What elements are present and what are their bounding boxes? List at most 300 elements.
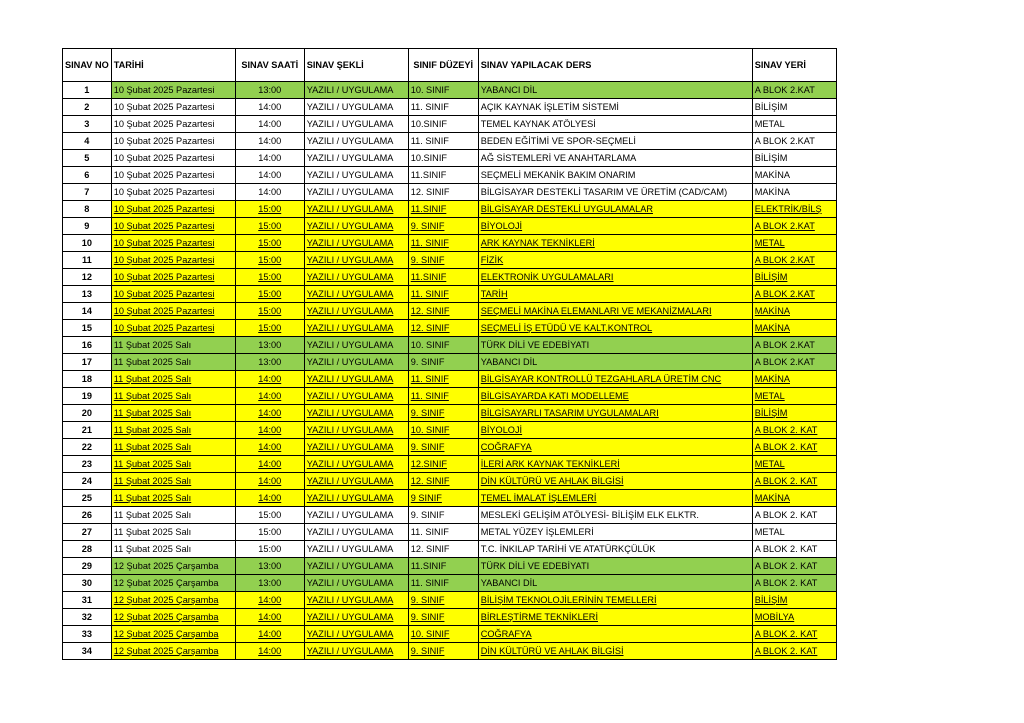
time-cell (235, 507, 304, 524)
class-level-cell-text: 11. SINIF (410, 526, 449, 537)
exam-no-cell (63, 524, 112, 541)
header-class-level: SINIF DÜZEYİ (408, 49, 478, 82)
table-row (63, 337, 837, 354)
date-cell (111, 269, 235, 286)
exam-type-cell-text: YAZILI / UYGULAMA (306, 237, 394, 248)
time-cell-text: 13:00 (258, 577, 282, 588)
date-cell-text: 10 Şubat 2025 Pazartesi (113, 135, 215, 146)
date-cell-text: 12 Şubat 2025 Çarşamba (113, 577, 219, 588)
time-cell (235, 575, 304, 592)
exam-place-cell-text: MAKİNA (754, 492, 790, 503)
exam-type-cell-text: YAZILI / UYGULAMA (306, 577, 394, 588)
class-level-cell (408, 320, 478, 337)
time-cell (235, 388, 304, 405)
course-cell (478, 609, 752, 626)
exam-no-cell-text: 31 (81, 594, 92, 605)
exam-place-cell-text: A BLOK 2. KAT (754, 628, 818, 639)
time-cell (235, 184, 304, 201)
date-cell (111, 235, 235, 252)
exam-place-cell-text: BİLİŞİM (754, 101, 788, 112)
exam-no-cell (63, 201, 112, 218)
date-cell (111, 286, 235, 303)
date-cell-text: 11 Şubat 2025 Salı (113, 441, 192, 452)
course-cell (478, 371, 752, 388)
exam-place-cell-text: BİLİŞİM (754, 407, 788, 418)
class-level-cell-text: 11.SINIF (410, 560, 447, 571)
time-cell-text: 14:00 (258, 135, 282, 146)
class-level-cell-text: 10. SINIF (410, 424, 450, 435)
time-cell (235, 116, 304, 133)
exam-type-cell-text: YAZILI / UYGULAMA (306, 424, 394, 435)
date-cell-text: 10 Şubat 2025 Pazartesi (113, 322, 215, 333)
course-cell (478, 643, 752, 660)
exam-no-cell-text: 8 (84, 203, 90, 214)
exam-no-cell (63, 371, 112, 388)
time-cell-text: 14:00 (258, 152, 282, 163)
exam-schedule-table (62, 48, 837, 660)
course-cell (478, 558, 752, 575)
date-cell-text: 11 Şubat 2025 Salı (113, 475, 192, 486)
course-cell-text: TEMEL KAYNAK ATÖLYESİ (480, 118, 596, 129)
table-row (63, 269, 837, 286)
exam-place-cell (752, 167, 836, 184)
exam-no-cell-text: 28 (81, 543, 92, 554)
header-row (63, 49, 837, 82)
time-cell-text: 14:00 (258, 186, 282, 197)
class-level-cell (408, 235, 478, 252)
table-row (63, 626, 837, 643)
exam-no-cell-text: 25 (81, 492, 92, 503)
date-cell-text: 12 Şubat 2025 Çarşamba (113, 628, 219, 639)
class-level-cell (408, 558, 478, 575)
course-cell (478, 184, 752, 201)
exam-place-cell (752, 303, 836, 320)
class-level-cell-text: 12. SINIF (410, 186, 450, 197)
exam-no-cell-text: 27 (81, 526, 92, 537)
course-cell-text: AÇIK KAYNAK İŞLETİM SİSTEMİ (480, 101, 619, 112)
class-level-cell-text: 11. SINIF (410, 135, 449, 146)
time-cell (235, 558, 304, 575)
table-row (63, 201, 837, 218)
time-cell-text: 14:00 (258, 407, 282, 418)
exam-place-cell-text: MAKİNA (754, 305, 790, 316)
exam-place-cell-text: A BLOK 2. KAT (754, 475, 818, 486)
time-cell-text: 14:00 (258, 628, 282, 639)
course-cell-text: ARK KAYNAK TEKNİKLERİ (480, 237, 595, 248)
exam-place-cell-text: METAL (754, 118, 785, 129)
exam-type-cell-text: YAZILI / UYGULAMA (306, 322, 394, 333)
table-row (63, 439, 837, 456)
table-row (63, 609, 837, 626)
exam-type-cell-text: YAZILI / UYGULAMA (306, 101, 394, 112)
class-level-cell-text: 11. SINIF (410, 577, 449, 588)
exam-no-cell (63, 592, 112, 609)
exam-type-cell-text: YAZILI / UYGULAMA (306, 407, 394, 418)
course-cell (478, 439, 752, 456)
course-cell-text: BİLGİSAYAR DESTEKLİ TASARIM VE ÜRETİM (CAD/CAM) (480, 186, 728, 197)
exam-type-cell (304, 116, 408, 133)
exam-no-cell (63, 133, 112, 150)
date-cell-text: 10 Şubat 2025 Pazartesi (113, 101, 215, 112)
exam-type-cell (304, 201, 408, 218)
date-cell (111, 456, 235, 473)
date-cell-text: 10 Şubat 2025 Pazartesi (113, 220, 215, 231)
exam-type-cell (304, 456, 408, 473)
date-cell (111, 167, 235, 184)
exam-type-cell (304, 473, 408, 490)
exam-place-cell-text: METAL (754, 526, 785, 537)
class-level-cell-text: 9. SINIF (410, 220, 445, 231)
time-cell (235, 541, 304, 558)
class-level-cell-text: 12. SINIF (410, 322, 450, 333)
class-level-cell (408, 422, 478, 439)
course-cell-text: METAL YÜZEY İŞLEMLERİ (480, 526, 594, 537)
exam-no-cell-text: 18 (81, 373, 92, 384)
exam-place-cell (752, 133, 836, 150)
date-cell-text: 10 Şubat 2025 Pazartesi (113, 84, 215, 95)
exam-no-cell-text: 16 (81, 339, 92, 350)
exam-type-cell (304, 626, 408, 643)
course-cell (478, 473, 752, 490)
class-level-cell-text: 11.SINIF (410, 271, 447, 282)
exam-place-cell-text: A BLOK 2. KAT (754, 424, 818, 435)
exam-type-cell-text: YAZILI / UYGULAMA (306, 458, 394, 469)
exam-no-cell-text: 13 (81, 288, 92, 299)
date-cell-text: 10 Şubat 2025 Pazartesi (113, 237, 215, 248)
time-cell-text: 15:00 (258, 305, 282, 316)
exam-place-cell-text: A BLOK 2.KAT (754, 254, 815, 265)
exam-place-cell (752, 405, 836, 422)
exam-no-cell-text: 5 (84, 152, 90, 163)
class-level-cell (408, 150, 478, 167)
date-cell (111, 354, 235, 371)
exam-no-cell (63, 609, 112, 626)
exam-no-cell (63, 558, 112, 575)
exam-no-cell (63, 354, 112, 371)
date-cell (111, 116, 235, 133)
course-cell-text: SEÇMELİ İŞ ETÜDÜ VE KALT.KONTROL (480, 322, 653, 333)
course-cell (478, 541, 752, 558)
course-cell (478, 252, 752, 269)
exam-type-cell-text: YAZILI / UYGULAMA (306, 118, 394, 129)
time-cell-text: 15:00 (258, 271, 282, 282)
date-cell (111, 609, 235, 626)
course-cell (478, 422, 752, 439)
exam-no-cell-text: 6 (84, 169, 90, 180)
exam-place-cell (752, 388, 836, 405)
table-row (63, 507, 837, 524)
table-row (63, 184, 837, 201)
exam-no-cell-text: 19 (81, 390, 92, 401)
time-cell-text: 14:00 (258, 424, 282, 435)
class-level-cell-text: 12. SINIF (410, 305, 450, 316)
exam-place-cell-text: A BLOK 2. KAT (754, 441, 818, 452)
time-cell-text: 13:00 (258, 84, 282, 95)
time-cell (235, 133, 304, 150)
exam-type-cell-text: YAZILI / UYGULAMA (306, 594, 394, 605)
exam-type-cell-text: YAZILI / UYGULAMA (306, 611, 394, 622)
exam-type-cell-text: YAZILI / UYGULAMA (306, 560, 394, 571)
course-cell (478, 456, 752, 473)
table-row (63, 218, 837, 235)
time-cell-text: 14:00 (258, 118, 282, 129)
exam-place-cell (752, 456, 836, 473)
date-cell (111, 558, 235, 575)
time-cell (235, 490, 304, 507)
exam-type-cell (304, 82, 408, 99)
class-level-cell-text: 11.SINIF (410, 203, 447, 214)
exam-type-cell (304, 303, 408, 320)
time-cell-text: 13:00 (258, 356, 282, 367)
date-cell-text: 11 Şubat 2025 Salı (113, 390, 192, 401)
course-cell (478, 167, 752, 184)
exam-place-cell-text: A BLOK 2.KAT (754, 220, 815, 231)
course-cell-text: COĞRAFYA (480, 441, 532, 452)
time-cell (235, 167, 304, 184)
date-cell-text: 11 Şubat 2025 Salı (113, 356, 192, 367)
exam-type-cell (304, 643, 408, 660)
course-cell (478, 218, 752, 235)
time-cell (235, 439, 304, 456)
class-level-cell-text: 12. SINIF (410, 543, 450, 554)
exam-type-cell (304, 371, 408, 388)
date-cell (111, 150, 235, 167)
date-cell (111, 99, 235, 116)
class-level-cell (408, 201, 478, 218)
exam-place-cell (752, 184, 836, 201)
course-cell (478, 490, 752, 507)
date-cell-text: 11 Şubat 2025 Salı (113, 424, 192, 435)
course-cell (478, 337, 752, 354)
exam-no-cell (63, 473, 112, 490)
course-cell (478, 150, 752, 167)
date-cell (111, 201, 235, 218)
exam-place-cell (752, 490, 836, 507)
date-cell-text: 10 Şubat 2025 Pazartesi (113, 169, 215, 180)
exam-type-cell (304, 184, 408, 201)
class-level-cell-text: 11. SINIF (410, 373, 449, 384)
date-cell-text: 12 Şubat 2025 Çarşamba (113, 594, 219, 605)
exam-place-cell-text: MAKİNA (754, 169, 790, 180)
exam-place-cell (752, 201, 836, 218)
class-level-cell-text: 9. SINIF (410, 611, 445, 622)
exam-no-cell-text: 1 (84, 84, 90, 95)
exam-type-cell-text: YAZILI / UYGULAMA (306, 305, 394, 316)
exam-no-cell (63, 643, 112, 660)
exam-place-cell (752, 235, 836, 252)
date-cell (111, 473, 235, 490)
exam-place-cell-text: A BLOK 2. KAT (754, 645, 818, 656)
date-cell (111, 439, 235, 456)
exam-place-cell (752, 371, 836, 388)
class-level-cell (408, 626, 478, 643)
exam-type-cell (304, 490, 408, 507)
date-cell-text: 12 Şubat 2025 Çarşamba (113, 560, 219, 571)
time-cell (235, 303, 304, 320)
exam-no-cell-text: 11 (82, 254, 92, 265)
table-row (63, 320, 837, 337)
table-row (63, 558, 837, 575)
exam-no-cell (63, 422, 112, 439)
exam-place-cell-text: A BLOK 2. KAT (754, 509, 818, 520)
time-cell (235, 252, 304, 269)
exam-no-cell (63, 575, 112, 592)
table-row (63, 116, 837, 133)
course-cell (478, 592, 752, 609)
class-level-cell (408, 609, 478, 626)
table-row (63, 643, 837, 660)
exam-no-cell-text: 29 (81, 560, 92, 571)
time-cell (235, 422, 304, 439)
exam-no-cell-text: 4 (84, 135, 90, 146)
time-cell-text: 14:00 (258, 390, 282, 401)
exam-place-cell (752, 422, 836, 439)
exam-place-cell-text: METAL (754, 458, 785, 469)
exam-type-cell-text: YAZILI / UYGULAMA (306, 628, 394, 639)
exam-type-cell-text: YAZILI / UYGULAMA (306, 645, 394, 656)
header-exam-type: SINAV ŞEKLİ (304, 49, 408, 82)
date-cell (111, 320, 235, 337)
time-cell-text: 15:00 (258, 543, 282, 554)
exam-no-cell-text: 34 (81, 645, 92, 656)
exam-no-cell (63, 286, 112, 303)
exam-type-cell-text: YAZILI / UYGULAMA (306, 169, 394, 180)
time-cell-text: 14:00 (258, 611, 282, 622)
exam-type-cell (304, 507, 408, 524)
date-cell (111, 575, 235, 592)
course-cell (478, 286, 752, 303)
exam-type-cell-text: YAZILI / UYGULAMA (306, 526, 394, 537)
course-cell-text: FİZİK (480, 254, 504, 265)
class-level-cell (408, 524, 478, 541)
class-level-cell (408, 388, 478, 405)
time-cell-text: 14:00 (258, 169, 282, 180)
exam-place-cell-text: ELEKTRİK/BİLŞ (754, 203, 822, 214)
exam-type-cell (304, 320, 408, 337)
exam-place-cell-text: A BLOK 2. KAT (754, 560, 818, 571)
exam-no-cell (63, 99, 112, 116)
class-level-cell (408, 184, 478, 201)
exam-type-cell-text: YAZILI / UYGULAMA (306, 543, 394, 554)
exam-place-cell-text: METAL (754, 390, 785, 401)
class-level-cell-text: 9. SINIF (410, 254, 445, 265)
exam-no-cell-text: 24 (81, 475, 92, 486)
date-cell (111, 252, 235, 269)
exam-type-cell (304, 422, 408, 439)
exam-type-cell-text: YAZILI / UYGULAMA (306, 390, 394, 401)
table-row (63, 235, 837, 252)
class-level-cell-text: 11.SINIF (410, 169, 447, 180)
exam-type-cell-text: YAZILI / UYGULAMA (306, 288, 394, 299)
exam-type-cell (304, 439, 408, 456)
time-cell-text: 14:00 (258, 475, 282, 486)
date-cell (111, 490, 235, 507)
course-cell (478, 82, 752, 99)
exam-no-cell (63, 235, 112, 252)
table-row (63, 150, 837, 167)
time-cell-text: 15:00 (258, 203, 282, 214)
date-cell-text: 11 Şubat 2025 Salı (113, 407, 192, 418)
class-level-cell (408, 218, 478, 235)
class-level-cell (408, 405, 478, 422)
time-cell-text: 13:00 (258, 560, 282, 571)
class-level-cell-text: 9. SINIF (410, 356, 445, 367)
exam-place-cell (752, 524, 836, 541)
class-level-cell (408, 541, 478, 558)
exam-place-cell (752, 269, 836, 286)
exam-type-cell (304, 218, 408, 235)
exam-type-cell (304, 235, 408, 252)
class-level-cell-text: 11. SINIF (410, 288, 449, 299)
exam-no-cell (63, 116, 112, 133)
course-cell-text: ELEKTRONİK UYGULAMALARI (480, 271, 614, 282)
time-cell-text: 14:00 (258, 101, 282, 112)
exam-type-cell-text: YAZILI / UYGULAMA (306, 186, 394, 197)
course-cell-text: YABANCI DİL (480, 84, 538, 95)
course-cell (478, 626, 752, 643)
exam-type-cell (304, 558, 408, 575)
table-row (63, 456, 837, 473)
exam-no-cell-text: 10 (81, 237, 92, 248)
exam-no-cell-text: 30 (81, 577, 92, 588)
date-cell (111, 643, 235, 660)
course-cell-text: İLERİ ARK KAYNAK TEKNİKLERİ (480, 458, 620, 469)
exam-no-cell (63, 184, 112, 201)
class-level-cell-text: 10. SINIF (410, 339, 450, 350)
time-cell (235, 371, 304, 388)
exam-place-cell-text: MOBİLYA (754, 611, 795, 622)
exam-no-cell-text: 33 (81, 628, 92, 639)
exam-place-cell-text: BİLİŞİM (754, 152, 788, 163)
time-cell-text: 15:00 (258, 526, 282, 537)
class-level-cell (408, 99, 478, 116)
table-row (63, 354, 837, 371)
class-level-cell (408, 473, 478, 490)
class-level-cell (408, 371, 478, 388)
date-cell (111, 337, 235, 354)
exam-type-cell (304, 592, 408, 609)
course-cell (478, 524, 752, 541)
date-cell-text: 10 Şubat 2025 Pazartesi (113, 186, 215, 197)
date-cell-text: 10 Şubat 2025 Pazartesi (113, 288, 215, 299)
course-cell (478, 269, 752, 286)
course-cell-text: BİLGİSAYAR KONTROLLÜ TEZGAHLARLA ÜRETİM CNC (480, 373, 722, 384)
time-cell (235, 235, 304, 252)
time-cell-text: 15:00 (258, 322, 282, 333)
table-row (63, 541, 837, 558)
exam-schedule-sheet (62, 48, 837, 660)
time-cell-text: 13:00 (258, 339, 282, 350)
course-cell-text: BEDEN EĞİTİMİ VE SPOR-SEÇMELİ (480, 135, 636, 146)
time-cell-text: 14:00 (258, 441, 282, 452)
exam-type-cell (304, 99, 408, 116)
exam-no-cell-text: 14 (81, 305, 92, 316)
exam-type-cell (304, 524, 408, 541)
course-cell-text: BİLİŞİM TEKNOLOJİLERİNİN TEMELLERİ (480, 594, 657, 605)
exam-no-cell-text: 20 (81, 407, 92, 418)
time-cell-text: 15:00 (258, 288, 282, 299)
course-cell (478, 116, 752, 133)
time-cell (235, 626, 304, 643)
course-cell-text: SEÇMELİ MAKİNA ELEMANLARI VE MEKANİZMALARI (480, 305, 712, 316)
exam-place-cell (752, 82, 836, 99)
exam-place-cell (752, 150, 836, 167)
time-cell (235, 354, 304, 371)
exam-no-cell (63, 456, 112, 473)
time-cell (235, 218, 304, 235)
exam-type-cell (304, 133, 408, 150)
exam-no-cell (63, 337, 112, 354)
